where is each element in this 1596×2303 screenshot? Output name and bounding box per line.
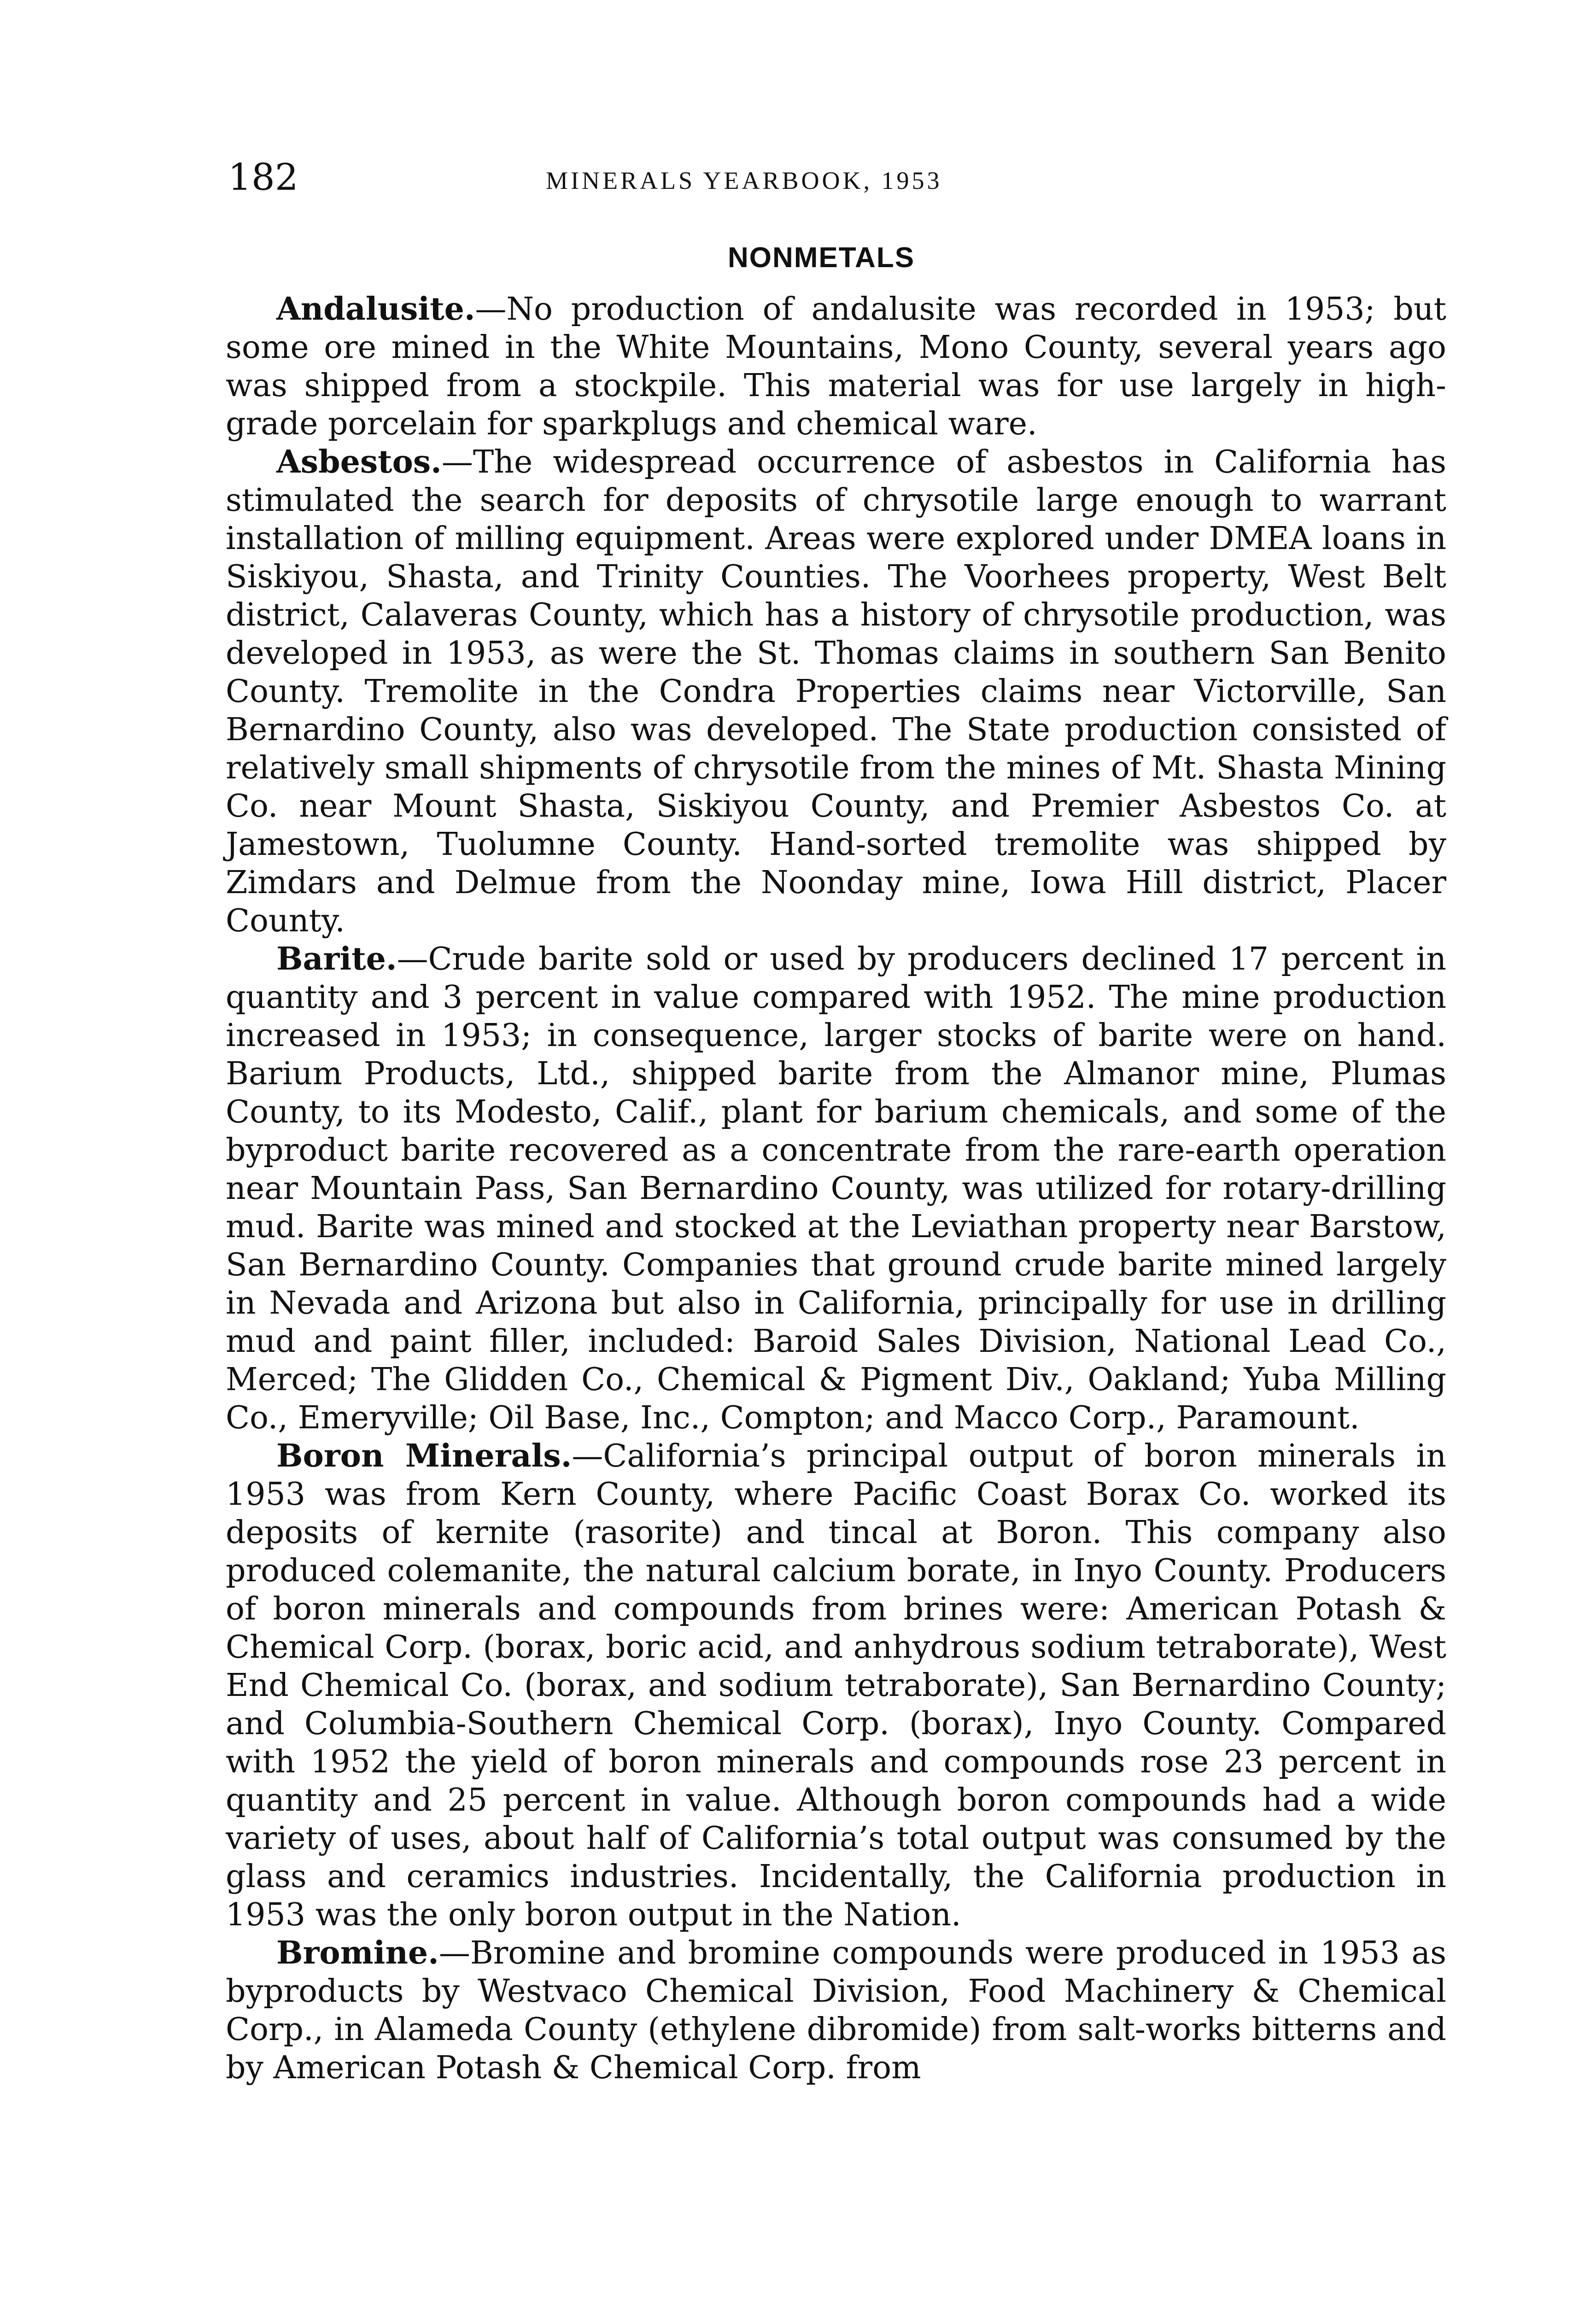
paragraph-lead: Asbestos. — [276, 444, 442, 480]
paragraph-text: —Bromine and bromine compounds were produced in 1953 as byproducts by Westvaco Chemical Division, Food Machinery & Chemical Corp., in Alameda County (ethylene dibromide) from salt-works bitterns and by American Potash & Chemical Corp. from — [226, 1935, 1446, 2086]
section-title: NONMETALS — [728, 242, 915, 274]
running-title: MINERALS YEARBOOK, 1953 — [546, 167, 942, 194]
paragraph-asbestos — [226, 443, 1446, 940]
paragraph-bromine — [226, 1934, 1446, 2087]
paragraph-andalusite — [226, 290, 1446, 443]
paragraph-text: —No production of andalusite was recorded in 1953; but some ore mined in the White Mountains, Mono County, several years ago was shipped from a stockpile. This material was for use largely in high-grade porcelain for sparkplugs and chemical ware. — [226, 291, 1446, 442]
paragraph-barite — [226, 940, 1446, 1437]
paragraph-lead: Boron Minerals. — [276, 1438, 572, 1474]
paragraph-text: —The widespread occurrence of asbestos in California has stimulated the search for deposits of chrysotile large enough to warrant installation of milling equipment. Areas were explored under DMEA loans in Siskiyou, Shasta, and Trinity Counties. The Voorhees property, West Belt district, Calaveras County, which has a history of chrysotile production, was developed in 1953, as were the St. Thomas claims in southern San Benito County. Tremolite in the Condra Properties claims near Victorville, San Bernardino County, also was developed. The State production consisted of relatively small shipments of chrysotile from the mines of Mt. Shasta Mining Co. near Mount Shasta, Siskiyou County, and Premier Asbestos Co. at Jamestown, Tuolumne County. Hand-sorted tremolite was shipped by Zimdars and Delmue from the Noonday mine, Iowa Hill district, Placer County. — [226, 444, 1446, 939]
page-number: 182 — [228, 156, 298, 199]
running-head — [228, 154, 1439, 205]
paragraph-lead: Bromine. — [276, 1935, 439, 1971]
paragraph-lead: Barite. — [276, 941, 397, 977]
paragraph-text: —California’s principal output of boron minerals in 1953 was from Kern County, where Pacific Coast Borax Co. worked its deposits of kernite (rasorite) and tincal at Boron. This company also produced colemanite, the natural calcium borate, in Inyo County. Producers of boron minerals and compounds from brines were: American Potash & Chemical Corp. (borax, boric acid, and anhydrous sodium tetraborate), West End Chemical Co. (borax, and sodium tetraborate), San Bernardino County; and Columbia-Southern Chemical Corp. (borax), Inyo County. Compared with 1952 the yield of boron minerals and compounds rose 23 percent in quantity and 25 percent in value. Although boron compounds had a wide variety of uses, about half of California’s total output was consumed by the glass and ceramics industries. Incidentally, the California production in 1953 was the only boron output in the Nation. — [226, 1438, 1447, 1933]
paragraph-boron-minerals — [226, 1437, 1446, 1934]
paragraph-text: —Crude barite sold or used by producers declined 17 percent in quantity and 3 percent in value compared with 1952. The mine production increased in 1953; in consequence, larger stocks of barite were on hand. Barium Products, Ltd., shipped barite from the Almanor mine, Plumas County, to its Modesto, Calif., plant for barium chemicals, and some of the byproduct barite recovered as a concentrate from the rare-earth operation near Mountain Pass, San Bernardino County, was utilized for rotary-drilling mud. Barite was mined and stocked at the Leviathan property near Barstow, San Bernardino County. Companies that ground crude barite mined largely in Nevada and Arizona but also in California, principally for use in drilling mud and paint filler, included: Baroid Sales Division, National Lead Co., Merced; The Glidden Co., Chemical & Pigment Div., Oakland; Yuba Milling Co., Emeryville; Oil Base, Inc., Compton; and Macco Corp., Paramount. — [226, 941, 1446, 1436]
body-text — [226, 290, 1446, 2087]
paragraph-lead: Andalusite. — [276, 291, 475, 327]
